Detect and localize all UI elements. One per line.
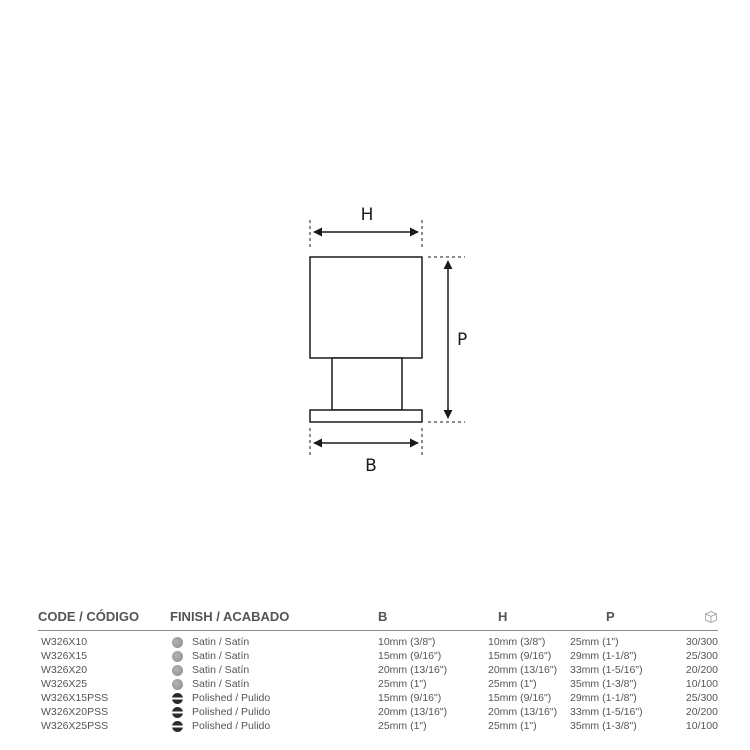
cell-h: 15mm (9/16") <box>488 650 552 662</box>
cell-p: 29mm (1-1/8") <box>570 650 637 662</box>
satin-finish-swatch-icon <box>172 679 183 690</box>
cell-pack-quantity: 25/300 <box>685 650 718 662</box>
cell-finish <box>170 663 338 677</box>
cell-pack-quantity: 30/300 <box>685 636 718 648</box>
cell-code: W326X25PSS <box>41 720 109 732</box>
knob-base <box>310 410 422 422</box>
dimension-h <box>310 205 422 250</box>
specification-table <box>38 606 718 733</box>
polished-finish-swatch-icon <box>172 721 183 732</box>
cell-p: 33mm (1-5/16") <box>570 664 643 676</box>
cell-pack-quantity: 25/300 <box>685 692 718 704</box>
knob-head <box>310 257 422 358</box>
cell-pack-quantity: 20/200 <box>685 664 718 676</box>
cell-h: 20mm (13/16") <box>488 706 558 718</box>
finish-label: Satin / Satín <box>192 678 250 690</box>
cell-b: 10mm (3/8") <box>378 636 436 648</box>
dimension-b-label: B <box>365 456 377 476</box>
finish-label: Polished / Pulido <box>192 706 271 718</box>
cell-finish <box>170 719 338 733</box>
cell-h: 20mm (13/16") <box>488 664 558 676</box>
table-row <box>38 705 718 719</box>
table-row <box>38 719 718 733</box>
cell-code: W326X25 <box>41 678 88 690</box>
satin-finish-swatch-icon <box>172 651 183 662</box>
table-row <box>38 663 718 677</box>
dimension-b <box>310 428 422 476</box>
cell-pack-quantity: 20/200 <box>685 706 718 718</box>
finish-label: Satin / Satín <box>192 664 250 676</box>
header-b: B <box>338 606 456 631</box>
cell-b: 20mm (13/16") <box>378 664 448 676</box>
cell-h: 15mm (9/16") <box>488 692 552 704</box>
table-row <box>38 677 718 691</box>
cell-b: 20mm (13/16") <box>378 706 448 718</box>
header-h: H <box>456 606 570 631</box>
header-finish: FINISH / ACABADO <box>170 606 338 631</box>
finish-label: Satin / Satín <box>192 650 250 662</box>
cell-p: 33mm (1-5/16") <box>570 706 643 718</box>
cell-code: W326X15 <box>41 650 88 662</box>
cell-finish <box>170 691 338 705</box>
cell-pack-quantity: 10/100 <box>685 678 718 690</box>
header-pack <box>662 606 718 631</box>
cell-p: 29mm (1-1/8") <box>570 692 637 704</box>
dimension-h-label: H <box>360 205 374 225</box>
cell-h: 10mm (3/8") <box>488 636 546 648</box>
finish-label: Polished / Pulido <box>192 692 271 704</box>
polished-finish-swatch-icon <box>172 693 183 704</box>
cell-code: W326X20 <box>41 664 88 676</box>
finish-label: Satin / Satín <box>192 636 250 648</box>
satin-finish-swatch-icon <box>172 637 183 648</box>
cell-b: 25mm (1") <box>378 678 427 690</box>
cell-b: 15mm (9/16") <box>378 650 442 662</box>
finish-label: Polished / Pulido <box>192 720 271 732</box>
satin-finish-swatch-icon <box>172 665 183 676</box>
cell-h: 25mm (1") <box>488 678 537 690</box>
table-row <box>38 631 718 650</box>
dimension-p-label: P <box>457 330 468 350</box>
header-code: CODE / CÓDIGO <box>38 606 170 631</box>
cell-finish <box>170 705 338 719</box>
cell-p: 25mm (1") <box>570 636 619 648</box>
box-icon <box>704 610 718 624</box>
header-p: P <box>570 606 662 631</box>
table-row <box>38 649 718 663</box>
polished-finish-swatch-icon <box>172 707 183 718</box>
cell-h: 25mm (1") <box>488 720 537 732</box>
table-header-row <box>38 606 718 631</box>
cell-b: 25mm (1") <box>378 720 427 732</box>
dimension-p <box>428 257 467 422</box>
table-row <box>38 691 718 705</box>
cell-finish <box>170 649 338 663</box>
cell-code: W326X10 <box>41 636 88 648</box>
cell-pack-quantity: 10/100 <box>685 720 718 732</box>
knob-stem <box>332 358 402 410</box>
cell-p: 35mm (1-3/8") <box>570 678 637 690</box>
cell-finish <box>170 677 338 691</box>
cell-p: 35mm (1-3/8") <box>570 720 637 732</box>
cell-code: W326X20PSS <box>41 706 109 718</box>
cell-code: W326X15PSS <box>41 692 109 704</box>
cell-b: 15mm (9/16") <box>378 692 442 704</box>
cell-finish <box>170 631 338 650</box>
